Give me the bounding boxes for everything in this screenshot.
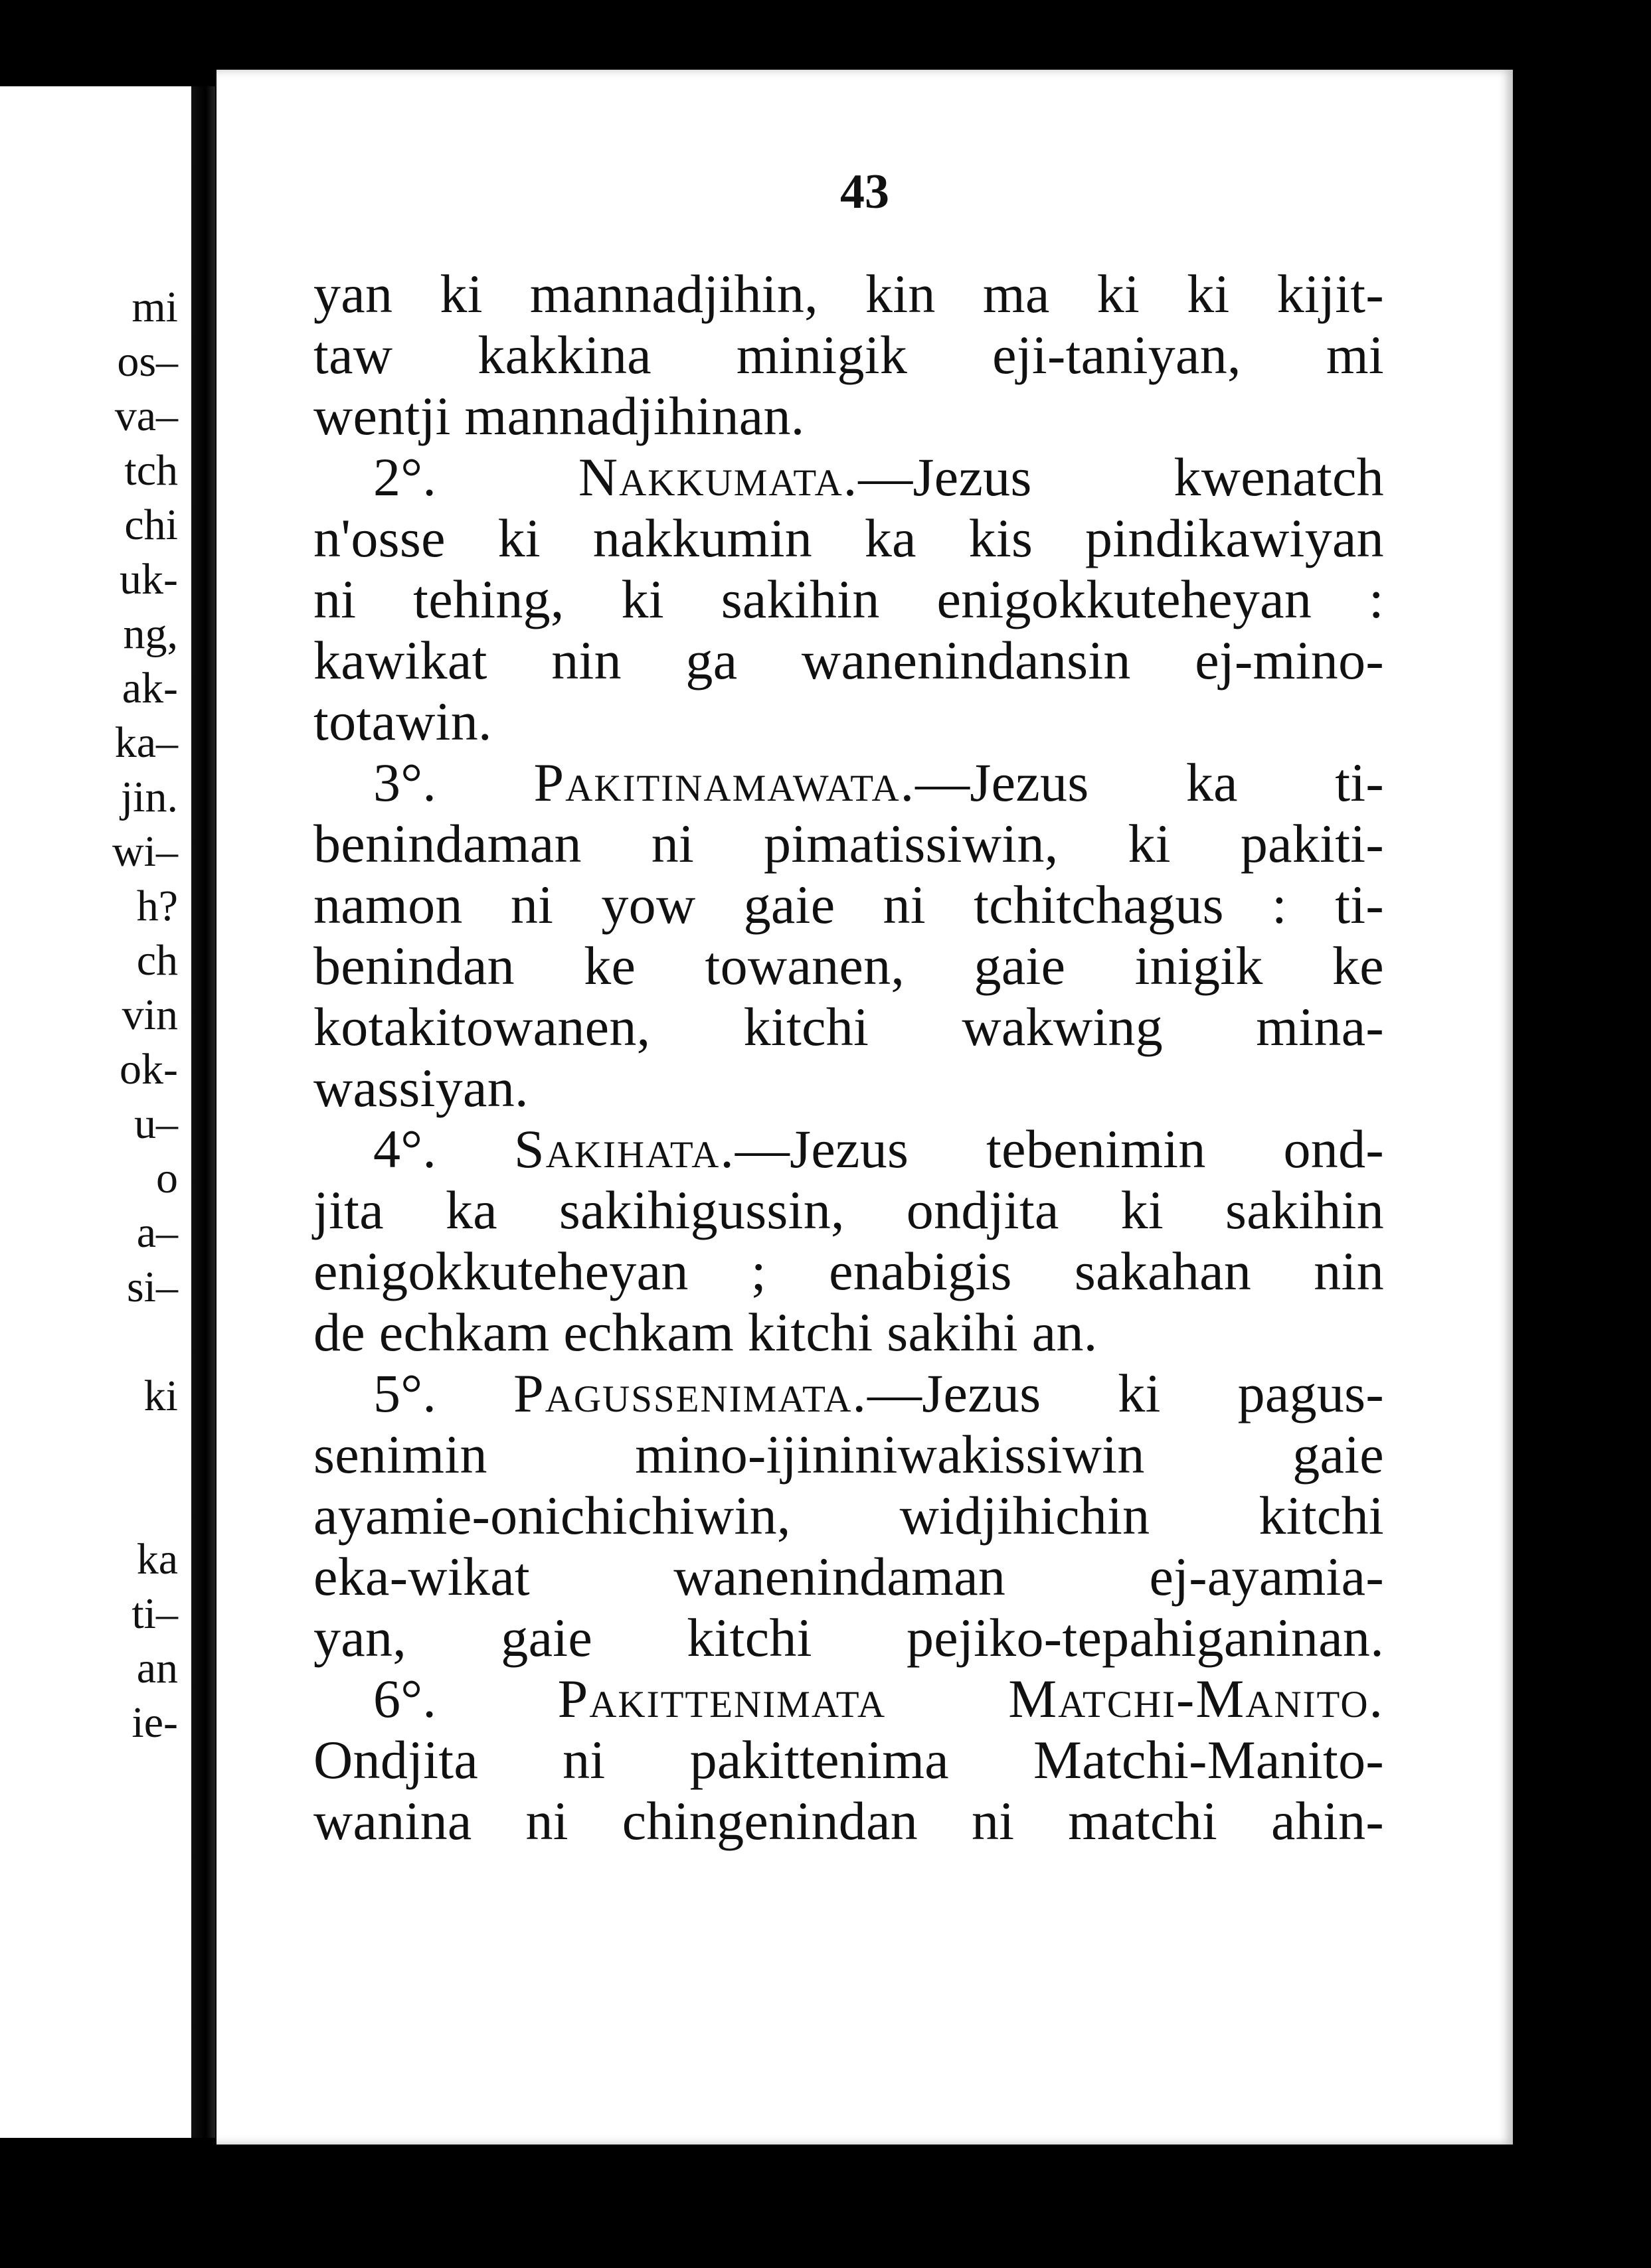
line-text: namon ni yow gaie ni tchitchagus : ti- [313, 874, 1384, 935]
left-line: chi [124, 501, 178, 549]
left-line: si– [126, 1263, 178, 1311]
line-text: enigokkuteheyan ; enabigis sakahan nin [313, 1241, 1384, 1301]
line-text: wentji mannadjihinan. [313, 386, 805, 446]
text-line [313, 1607, 1384, 1668]
line-text: —Jezus tebenimin ond- [735, 1119, 1384, 1179]
section-heading-line [313, 1668, 1384, 1730]
text-line [313, 691, 1384, 752]
left-line: ka– [114, 718, 178, 767]
left-page-fragment [0, 86, 191, 2138]
section-number: 4°. [373, 1119, 514, 1179]
section-heading-line [313, 752, 1384, 813]
text-line [313, 325, 1384, 386]
section-number: 5°. [373, 1363, 514, 1423]
left-line: va– [114, 392, 178, 440]
line-text: kotakitowanen, kitchi wakwing mina- [313, 997, 1384, 1057]
line-text: wassiyan. [313, 1058, 529, 1118]
line-text: kawikat nin ga wanenindansin ej-mino- [313, 630, 1384, 690]
text-line [313, 1302, 1384, 1363]
line-text: —Jezus kwenatch [858, 447, 1384, 507]
section-heading-line [313, 1363, 1384, 1424]
left-line: wi– [112, 827, 178, 876]
section-heading: Sakihata. [514, 1119, 735, 1179]
text-line [313, 1241, 1384, 1302]
line-text: —Jezus ki pagus- [867, 1363, 1384, 1423]
text-line [313, 1730, 1384, 1791]
section-heading: Nakkumata. [578, 447, 859, 507]
text-line [313, 1791, 1384, 1852]
line-text: jita ka sakihigussin, ondjita ki sakihin [313, 1180, 1384, 1240]
left-line: ti– [131, 1589, 178, 1638]
line-text: taw kakkina minigik eji-taniyan, mi [313, 325, 1384, 385]
text-line [313, 386, 1384, 447]
text-line [313, 569, 1384, 630]
left-line: ch [136, 936, 178, 985]
section-heading: Pagussenimata. [513, 1363, 867, 1423]
section-number: 6°. [373, 1668, 558, 1729]
section-number: 3°. [373, 752, 534, 813]
section-heading-line [313, 1119, 1384, 1180]
left-line: uk- [120, 555, 178, 604]
text-line [313, 874, 1384, 935]
line-text: ni tehing, ki sakihin enigokkuteheyan : [313, 569, 1384, 629]
text-line [313, 997, 1384, 1058]
text-line [313, 1058, 1384, 1119]
left-line: mi [131, 283, 178, 331]
text-line [313, 1180, 1384, 1241]
left-line: vin [122, 991, 178, 1039]
text-line [313, 935, 1384, 997]
left-line: ie- [131, 1698, 178, 1747]
line-text: eka-wikat wanenindaman ej-ayamia- [313, 1546, 1384, 1607]
line-text: n'osse ki nakkumin ka kis pindikawiyan [313, 508, 1384, 568]
line-text: yan ki mannadjihin, kin ma ki ki kijit- [313, 264, 1384, 324]
left-line: a– [136, 1208, 178, 1257]
section-heading: Pakittenimata Matchi-Manito. [557, 1668, 1384, 1729]
left-line: ka [136, 1535, 178, 1583]
line-text: wanina ni chingenindan ni matchi ahin- [313, 1791, 1384, 1851]
left-line: ki [143, 1372, 178, 1420]
line-text: —Jezus ka ti- [915, 752, 1384, 813]
text-line [313, 813, 1384, 874]
text-line [313, 1485, 1384, 1546]
line-text: benindaman ni pimatissiwin, ki pakiti- [313, 813, 1384, 874]
left-line: h? [136, 882, 178, 930]
page-number: 43 [840, 165, 889, 219]
text-line [313, 1424, 1384, 1485]
left-line: u– [134, 1099, 178, 1148]
line-text: yan, gaie kitchi pejiko-tepahiganinan. [313, 1607, 1384, 1668]
section-heading: Pakitinamawata. [533, 752, 916, 813]
line-text: totawin. [313, 691, 492, 752]
left-line: os– [117, 337, 178, 386]
line-text: ayamie-onichichiwin, widjihichin kitchi [313, 1485, 1384, 1546]
left-line: jin. [120, 773, 178, 821]
book-page [217, 70, 1513, 2145]
left-line: tch [124, 446, 178, 495]
line-text: benindan ke towanen, gaie inigik ke [313, 935, 1384, 996]
left-line: ok- [120, 1045, 178, 1094]
section-heading-line [313, 447, 1384, 508]
text-line [313, 1546, 1384, 1607]
line-text: senimin mino-ijininiwakissiwin gaie [313, 1424, 1384, 1485]
section-number: 2°. [373, 447, 578, 507]
text-line [313, 264, 1384, 325]
left-line: ak- [122, 664, 178, 712]
book-gutter [191, 86, 215, 2138]
left-line: an [136, 1644, 178, 1692]
text-line [313, 630, 1384, 691]
text-line [313, 508, 1384, 569]
right-margin [1513, 0, 1651, 2268]
left-line: ng, [123, 609, 178, 658]
line-text: Ondjita ni pakittenima Matchi-Manito- [313, 1730, 1384, 1790]
left-line: o [156, 1154, 178, 1202]
line-text: de echkam echkam kitchi sakihi an. [313, 1302, 1098, 1362]
